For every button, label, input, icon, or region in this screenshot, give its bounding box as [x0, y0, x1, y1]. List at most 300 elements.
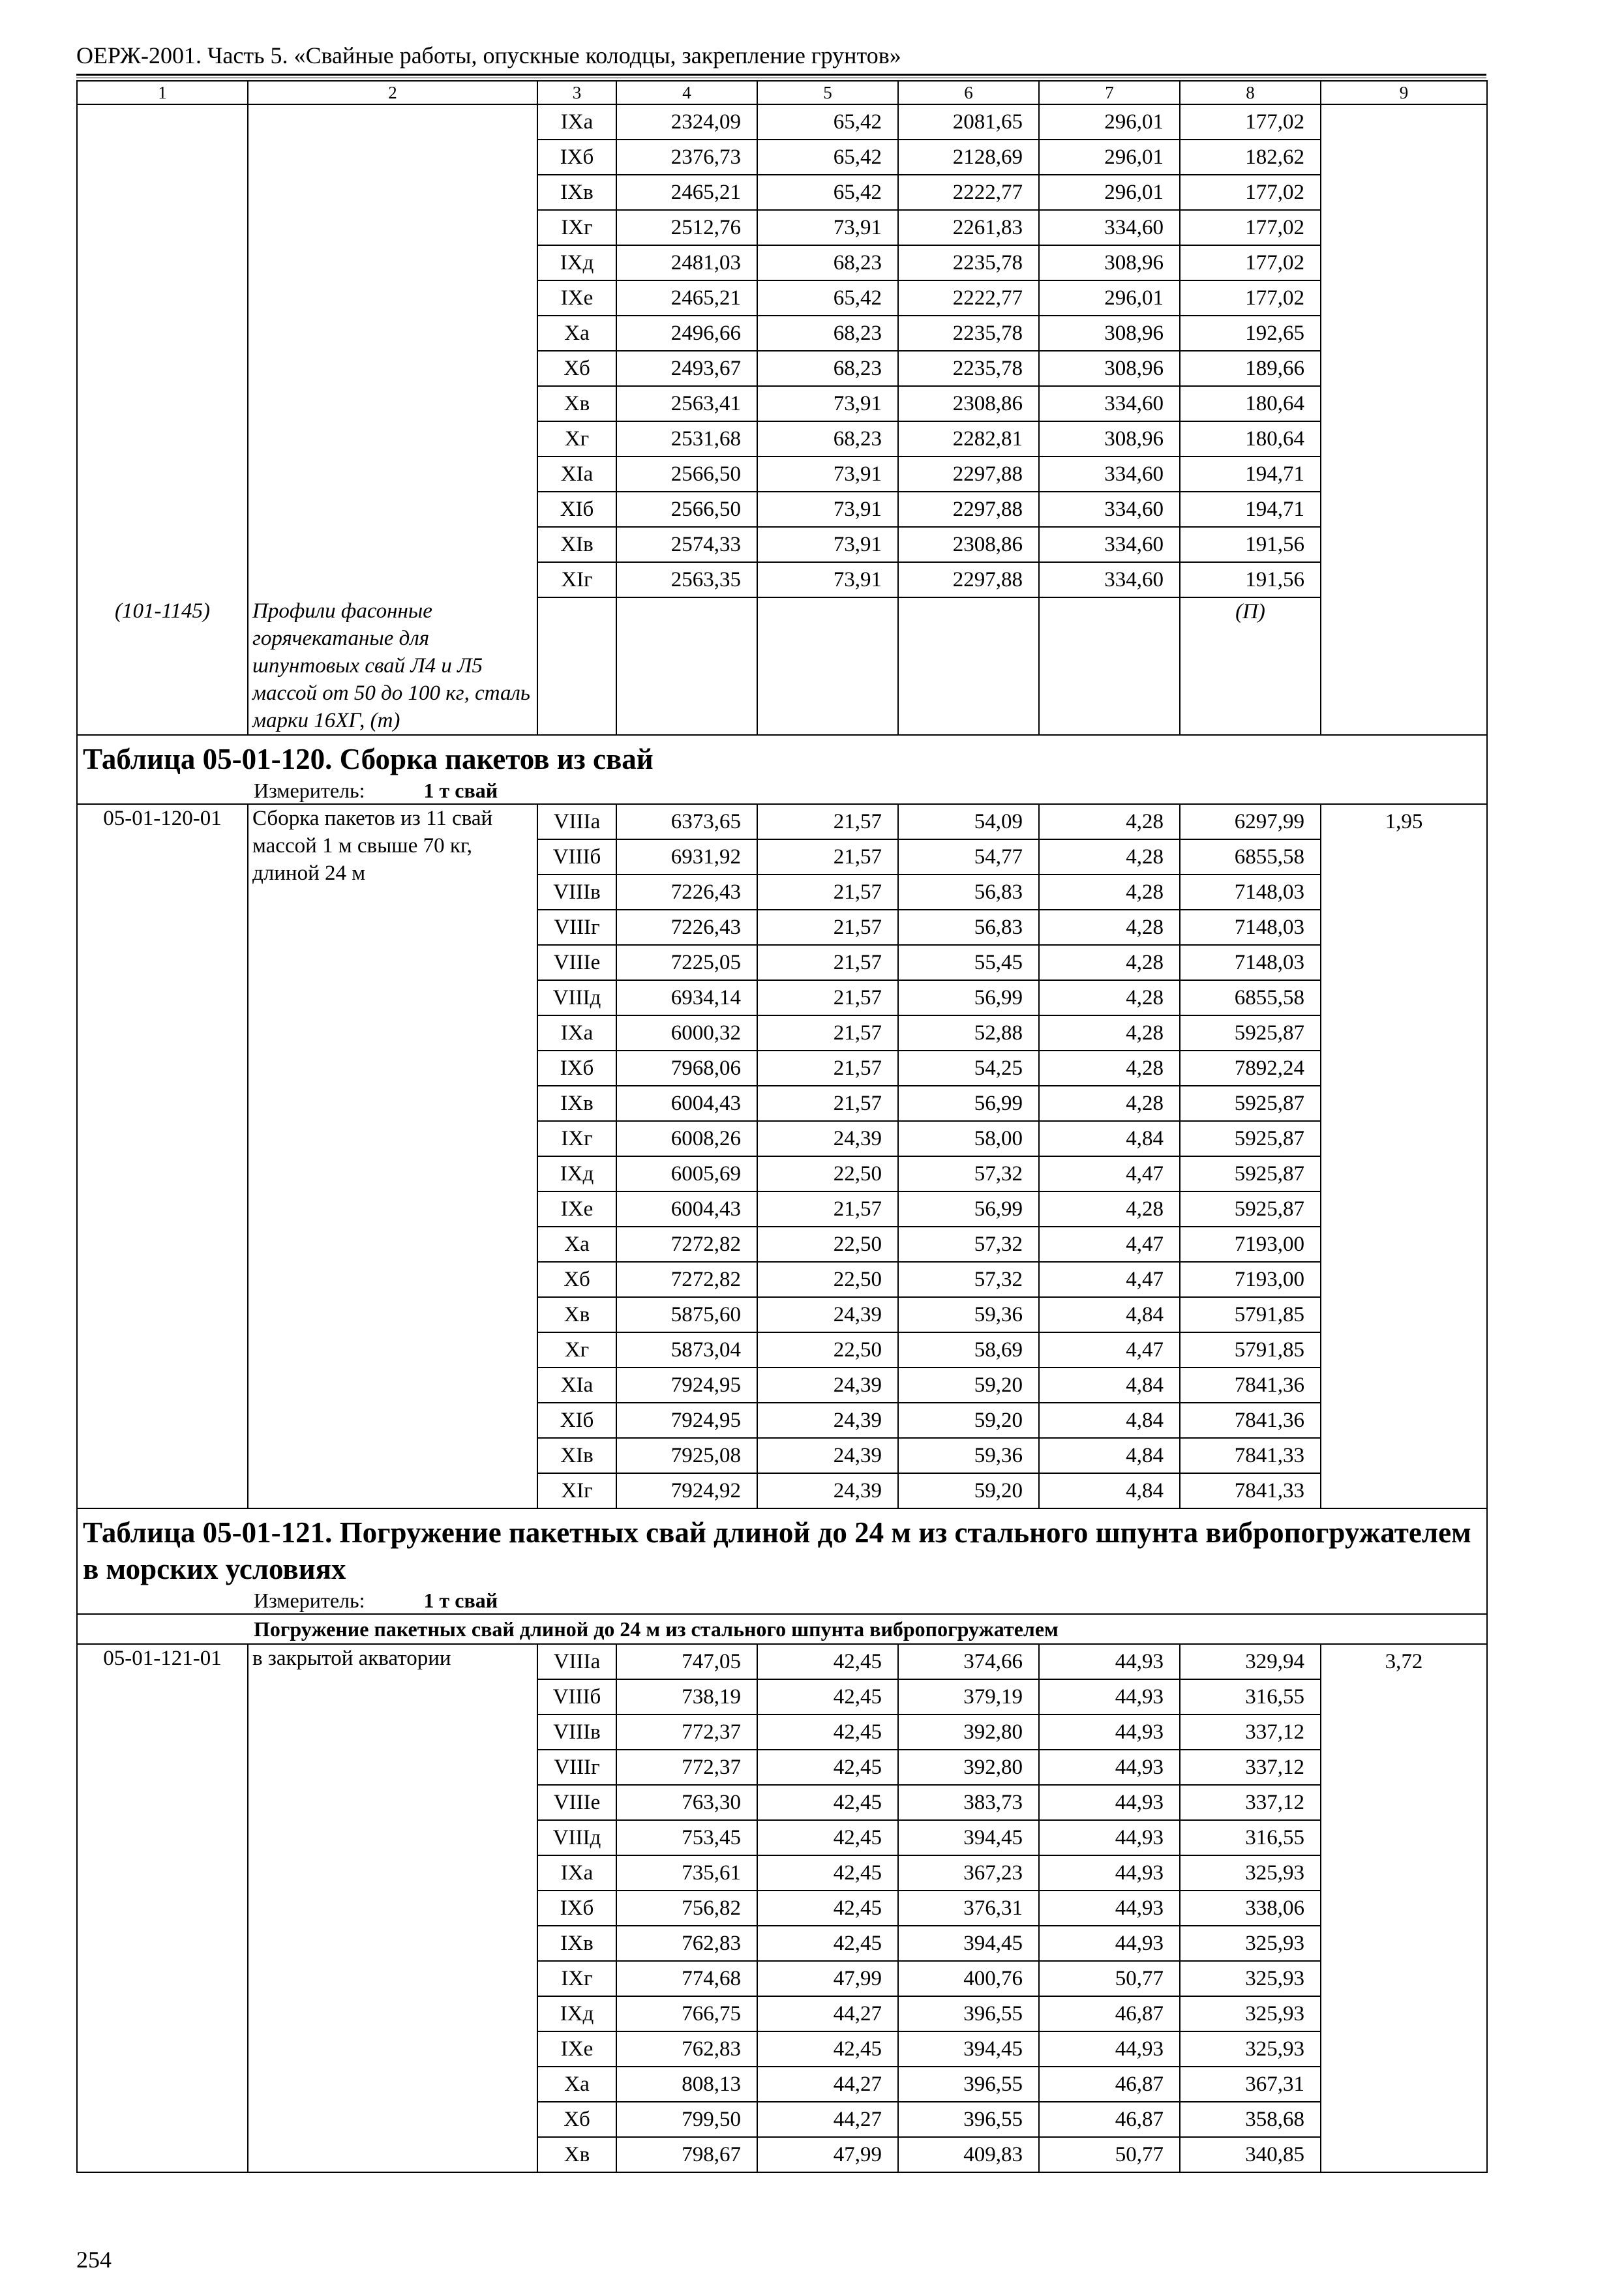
- resource-class-cell: Xб: [537, 2102, 616, 2137]
- material-cost-cell: 7841,33: [1180, 1473, 1321, 1508]
- page-number: 254: [76, 2247, 112, 2273]
- table-caption-row: [77, 735, 1487, 777]
- wages-cell: 21,57: [757, 1015, 898, 1051]
- column-number-row: [77, 81, 1487, 104]
- total-cost-cell: 2496,66: [616, 316, 757, 351]
- total-cost-cell: 772,37: [616, 1714, 757, 1750]
- wages-cell: 21,57: [757, 1051, 898, 1086]
- wages-cell: 42,45: [757, 1644, 898, 1679]
- resource-class-cell: Xв: [537, 2137, 616, 2172]
- material-cost-cell: 7193,00: [1180, 1227, 1321, 1262]
- resource-class-cell: IXа: [537, 104, 616, 140]
- machinist-wages-cell: 334,60: [1039, 210, 1180, 245]
- resource-class-cell: VIIIв: [537, 1714, 616, 1750]
- labor-cell: [1321, 245, 1487, 280]
- total-cost-cell: 7924,95: [616, 1403, 757, 1438]
- resource-class-cell: IXг: [537, 1121, 616, 1156]
- resource-class-cell: Xб: [537, 1262, 616, 1297]
- machine-cost-cell: 392,80: [898, 1714, 1039, 1750]
- labor-cell: [1321, 104, 1487, 140]
- resource-class-cell: IXд: [537, 1996, 616, 2031]
- material-cost-cell: 325,93: [1180, 1926, 1321, 1961]
- machine-cost-cell: 2235,78: [898, 316, 1039, 351]
- machine-cost-cell: 58,69: [898, 1332, 1039, 1368]
- measure-cell: [77, 777, 1487, 804]
- labor-cell: [1321, 597, 1487, 735]
- labor-cell: [1321, 386, 1487, 421]
- wages-cell: 68,23: [757, 351, 898, 386]
- wages-cell: 21,57: [757, 839, 898, 875]
- machine-cost-cell: 394,45: [898, 1820, 1039, 1855]
- rates-table: [76, 80, 1488, 2173]
- column-number: 8: [1180, 81, 1321, 104]
- wages-cell: 21,57: [757, 980, 898, 1015]
- material-code: (101-1145): [77, 597, 248, 735]
- table-row: [77, 1644, 1487, 1679]
- material-unit-cell: (П): [1180, 597, 1321, 735]
- total-cost-cell: 2566,50: [616, 492, 757, 527]
- table-caption: Таблица 05-01-121. Погружение пакетных свай длиной до 24 м из стального шпунта вибропогружателем в морских условиях: [77, 1508, 1487, 1587]
- material-cost-cell: 7148,03: [1180, 945, 1321, 980]
- material-cost-cell: 6297,99: [1180, 804, 1321, 839]
- subheading-row: [77, 1614, 1487, 1644]
- material-cost-cell: 194,71: [1180, 492, 1321, 527]
- machine-cost-cell: 57,32: [898, 1156, 1039, 1191]
- machinist-wages-cell: 4,28: [1039, 1191, 1180, 1227]
- wages-cell: 42,45: [757, 1891, 898, 1926]
- column-number: 1: [77, 81, 248, 104]
- wages-cell: 47,99: [757, 1961, 898, 1996]
- labor-cell: [1321, 316, 1487, 351]
- total-cost-cell: 7225,05: [616, 945, 757, 980]
- total-cost-cell: 6000,32: [616, 1015, 757, 1051]
- description-cell: [248, 104, 537, 597]
- total-cost-cell: 2324,09: [616, 104, 757, 140]
- labor-cell: [1321, 421, 1487, 456]
- measure-unit: 1 т свай: [423, 1589, 498, 1612]
- wages-cell: 44,27: [757, 2102, 898, 2137]
- machine-cost-cell: 57,32: [898, 1227, 1039, 1262]
- total-cost-cell: 735,61: [616, 1855, 757, 1891]
- wages-cell: 68,23: [757, 421, 898, 456]
- resource-class-cell: XIб: [537, 492, 616, 527]
- resource-class-cell: VIIIб: [537, 1679, 616, 1714]
- total-cost-cell: 2563,35: [616, 562, 757, 597]
- machinist-wages-cell: 44,93: [1039, 1750, 1180, 1785]
- material-cost-cell: 358,68: [1180, 2102, 1321, 2137]
- wages-cell: 42,45: [757, 1714, 898, 1750]
- machine-cost-cell: 2222,77: [898, 175, 1039, 210]
- total-cost-cell: 2376,73: [616, 140, 757, 175]
- wages-cell: 42,45: [757, 1785, 898, 1820]
- material-cost-cell: 337,12: [1180, 1785, 1321, 1820]
- labor-cell: [1321, 492, 1487, 527]
- material-name: Профили фасонные горячекатаные для шпунтовых свай Л4 и Л5 массой от 50 до 100 кг, сталь марки 16ХГ, (т): [248, 597, 537, 735]
- resource-class-cell: VIIIа: [537, 804, 616, 839]
- resource-class-cell: IXг: [537, 1961, 616, 1996]
- wages-cell: 24,39: [757, 1368, 898, 1403]
- resource-class-cell: XIв: [537, 527, 616, 562]
- wages-cell: 44,27: [757, 2067, 898, 2102]
- resource-class-cell: XIа: [537, 456, 616, 492]
- material-cost-cell: 5925,87: [1180, 1086, 1321, 1121]
- machine-cost-cell: 2235,78: [898, 245, 1039, 280]
- table-caption-row: [77, 1508, 1487, 1587]
- wages-cell: 47,99: [757, 2137, 898, 2172]
- total-cost-cell: 7272,82: [616, 1262, 757, 1297]
- total-cost-cell: 7925,08: [616, 1438, 757, 1473]
- machinist-wages-cell: 50,77: [1039, 2137, 1180, 2172]
- material-cost-cell: 5791,85: [1180, 1332, 1321, 1368]
- wages-cell: 24,39: [757, 1438, 898, 1473]
- machinist-wages-cell: 296,01: [1039, 140, 1180, 175]
- wages-cell: 21,57: [757, 1191, 898, 1227]
- column-number: 6: [898, 81, 1039, 104]
- total-cost-cell: 2493,67: [616, 351, 757, 386]
- total-cost-cell: 5875,60: [616, 1297, 757, 1332]
- machine-cost-cell: 367,23: [898, 1855, 1039, 1891]
- resource-class-cell: VIIIд: [537, 1820, 616, 1855]
- machine-cost-cell: 392,80: [898, 1750, 1039, 1785]
- machinist-wages-cell: 4,28: [1039, 910, 1180, 945]
- machinist-wages-cell: 334,60: [1039, 386, 1180, 421]
- material-cost-cell: 367,31: [1180, 2067, 1321, 2102]
- wages-cell: 22,50: [757, 1262, 898, 1297]
- material-cost-cell: 177,02: [1180, 104, 1321, 140]
- material-cost-cell: 192,65: [1180, 316, 1321, 351]
- resource-class-cell: IXд: [537, 245, 616, 280]
- total-cost-cell: 7968,06: [616, 1051, 757, 1086]
- machine-cost-cell: 54,09: [898, 804, 1039, 839]
- resource-class-cell: IXб: [537, 1051, 616, 1086]
- resource-class-cell: IXв: [537, 1926, 616, 1961]
- machine-cost-cell: 2235,78: [898, 351, 1039, 386]
- material-cost-cell: 7841,33: [1180, 1438, 1321, 1473]
- machinist-wages-cell: 4,84: [1039, 1473, 1180, 1508]
- resource-class-cell: VIIIа: [537, 1644, 616, 1679]
- machinist-wages-cell: 44,93: [1039, 1679, 1180, 1714]
- machinist-wages-cell: 46,87: [1039, 2102, 1180, 2137]
- machine-cost-cell: 52,88: [898, 1015, 1039, 1051]
- material-cost-cell: 6855,58: [1180, 980, 1321, 1015]
- resource-class-cell: IXв: [537, 175, 616, 210]
- machinist-wages-cell: 334,60: [1039, 527, 1180, 562]
- material-cost-cell: 325,93: [1180, 2031, 1321, 2067]
- resource-class-cell: IXа: [537, 1015, 616, 1051]
- resource-class-cell: Xв: [537, 1297, 616, 1332]
- machine-cost-cell: 383,73: [898, 1785, 1039, 1820]
- material-cost-cell: 180,64: [1180, 421, 1321, 456]
- wages-cell: 22,50: [757, 1156, 898, 1191]
- total-cost-cell: 7924,92: [616, 1473, 757, 1508]
- machinist-wages-cell: 296,01: [1039, 175, 1180, 210]
- wages-cell: 65,42: [757, 104, 898, 140]
- total-cost-cell: 774,68: [616, 1961, 757, 1996]
- machine-cost-cell: 374,66: [898, 1644, 1039, 1679]
- machinist-wages-cell: 4,28: [1039, 1051, 1180, 1086]
- resource-class-cell: VIIIе: [537, 945, 616, 980]
- machinist-wages-cell: 4,28: [1039, 1015, 1180, 1051]
- machine-cost-cell: 2222,77: [898, 280, 1039, 316]
- wages-cell: 21,57: [757, 945, 898, 980]
- resource-class-cell: IXа: [537, 1855, 616, 1891]
- total-cost-cell: 2465,21: [616, 280, 757, 316]
- wages-cell: 73,91: [757, 386, 898, 421]
- wages-cell: 42,45: [757, 1855, 898, 1891]
- wages-cell: 21,57: [757, 1086, 898, 1121]
- resource-class-cell: Xв: [537, 386, 616, 421]
- description-cell: в закрытой акватории: [248, 1644, 537, 2172]
- wages-cell: 24,39: [757, 1473, 898, 1508]
- resource-class-cell: IXд: [537, 1156, 616, 1191]
- resource-class-cell: IXв: [537, 1086, 616, 1121]
- resource-class-cell: VIIIд: [537, 980, 616, 1015]
- total-cost-cell: 753,45: [616, 1820, 757, 1855]
- total-cost-cell: 738,19: [616, 1679, 757, 1714]
- wages-cell: 24,39: [757, 1121, 898, 1156]
- measure-unit: 1 т свай: [423, 779, 498, 802]
- labor-cell: [1321, 527, 1487, 562]
- machinist-wages-cell: 4,84: [1039, 1438, 1180, 1473]
- subheading: Погружение пакетных свай длиной до 24 м из стального шпунта вибропогружателем: [77, 1614, 1487, 1644]
- wages-cell: 22,50: [757, 1332, 898, 1368]
- machine-cost-cell: 394,45: [898, 2031, 1039, 2067]
- material-cost-cell: 325,93: [1180, 1996, 1321, 2031]
- resource-class-cell: IXг: [537, 210, 616, 245]
- wages-cell: 42,45: [757, 1926, 898, 1961]
- labor-cell: [1321, 175, 1487, 210]
- machinist-wages-cell: 4,28: [1039, 945, 1180, 980]
- resource-class-cell: Xа: [537, 316, 616, 351]
- wages-cell: 21,57: [757, 875, 898, 910]
- material-cost-cell: 316,55: [1180, 1679, 1321, 1714]
- empty-cell: [537, 597, 616, 735]
- machinist-wages-cell: 334,60: [1039, 492, 1180, 527]
- machine-cost-cell: 59,36: [898, 1297, 1039, 1332]
- material-cost-cell: 180,64: [1180, 386, 1321, 421]
- total-cost-cell: 6004,43: [616, 1086, 757, 1121]
- column-number: 2: [248, 81, 537, 104]
- material-cost-cell: 7892,24: [1180, 1051, 1321, 1086]
- total-cost-cell: 7924,95: [616, 1368, 757, 1403]
- machine-cost-cell: 2261,83: [898, 210, 1039, 245]
- code-cell: 05-01-120-01: [77, 804, 248, 1508]
- machinist-wages-cell: 334,60: [1039, 562, 1180, 597]
- material-cost-cell: 338,06: [1180, 1891, 1321, 1926]
- machinist-wages-cell: 4,28: [1039, 980, 1180, 1015]
- measure-label: Измеритель:: [254, 1589, 365, 1612]
- material-cost-cell: 7148,03: [1180, 910, 1321, 945]
- resource-class-cell: IXб: [537, 1891, 616, 1926]
- empty-cell: [616, 597, 757, 735]
- machinist-wages-cell: 4,28: [1039, 804, 1180, 839]
- resource-class-cell: Xг: [537, 1332, 616, 1368]
- resource-class-cell: Xа: [537, 2067, 616, 2102]
- wages-cell: 68,23: [757, 316, 898, 351]
- material-cost-cell: 340,85: [1180, 2137, 1321, 2172]
- material-cost-cell: 194,71: [1180, 456, 1321, 492]
- column-number: 7: [1039, 81, 1180, 104]
- material-cost-cell: 182,62: [1180, 140, 1321, 175]
- resource-class-cell: VIIIе: [537, 1785, 616, 1820]
- resource-class-cell: VIIIг: [537, 910, 616, 945]
- machine-cost-cell: 54,25: [898, 1051, 1039, 1086]
- wages-cell: 42,45: [757, 2031, 898, 2067]
- wages-cell: 73,91: [757, 210, 898, 245]
- machinist-wages-cell: 334,60: [1039, 456, 1180, 492]
- material-cost-cell: 5925,87: [1180, 1191, 1321, 1227]
- machinist-wages-cell: 44,93: [1039, 1785, 1180, 1820]
- material-cost-cell: 5791,85: [1180, 1297, 1321, 1332]
- material-cost-cell: 337,12: [1180, 1750, 1321, 1785]
- material-cost-cell: 6855,58: [1180, 839, 1321, 875]
- machine-cost-cell: 2297,88: [898, 456, 1039, 492]
- machinist-wages-cell: 4,28: [1039, 875, 1180, 910]
- material-cost-cell: 7841,36: [1180, 1403, 1321, 1438]
- total-cost-cell: 747,05: [616, 1644, 757, 1679]
- machine-cost-cell: 396,55: [898, 2102, 1039, 2137]
- total-cost-cell: 2481,03: [616, 245, 757, 280]
- machinist-wages-cell: 44,93: [1039, 1714, 1180, 1750]
- material-cost-cell: 177,02: [1180, 210, 1321, 245]
- resource-class-cell: IXе: [537, 2031, 616, 2067]
- material-cost-cell: 191,56: [1180, 562, 1321, 597]
- total-cost-cell: 7272,82: [616, 1227, 757, 1262]
- machine-cost-cell: 57,32: [898, 1262, 1039, 1297]
- table-caption: Таблица 05-01-120. Сборка пакетов из свай: [77, 735, 1487, 777]
- labor-cell: [1321, 351, 1487, 386]
- total-cost-cell: 6008,26: [616, 1121, 757, 1156]
- resource-class-cell: IXе: [537, 280, 616, 316]
- machine-cost-cell: 2308,86: [898, 386, 1039, 421]
- machine-cost-cell: 2308,86: [898, 527, 1039, 562]
- machine-cost-cell: 58,00: [898, 1121, 1039, 1156]
- column-number: 5: [757, 81, 898, 104]
- wages-cell: 73,91: [757, 492, 898, 527]
- wages-cell: 73,91: [757, 562, 898, 597]
- machinist-wages-cell: 4,47: [1039, 1262, 1180, 1297]
- wages-cell: 42,45: [757, 1750, 898, 1785]
- machinist-wages-cell: 308,96: [1039, 351, 1180, 386]
- empty-cell: [1039, 597, 1180, 735]
- total-cost-cell: 2563,41: [616, 386, 757, 421]
- machine-cost-cell: 2297,88: [898, 492, 1039, 527]
- wages-cell: 24,39: [757, 1403, 898, 1438]
- machinist-wages-cell: 44,93: [1039, 1891, 1180, 1926]
- machinist-wages-cell: 4,84: [1039, 1121, 1180, 1156]
- machine-cost-cell: 409,83: [898, 2137, 1039, 2172]
- material-cost-cell: 5925,87: [1180, 1156, 1321, 1191]
- machinist-wages-cell: 308,96: [1039, 316, 1180, 351]
- labor-cell: [1321, 562, 1487, 597]
- total-cost-cell: 6004,43: [616, 1191, 757, 1227]
- machine-cost-cell: 59,20: [898, 1368, 1039, 1403]
- wages-cell: 73,91: [757, 456, 898, 492]
- labor-cell: [1321, 456, 1487, 492]
- wages-cell: 22,50: [757, 1227, 898, 1262]
- machine-cost-cell: 394,45: [898, 1926, 1039, 1961]
- material-cost-cell: 325,93: [1180, 1961, 1321, 1996]
- material-cost-cell: 189,66: [1180, 351, 1321, 386]
- machine-cost-cell: 56,99: [898, 1191, 1039, 1227]
- machine-cost-cell: 55,45: [898, 945, 1039, 980]
- material-cost-cell: 177,02: [1180, 245, 1321, 280]
- total-cost-cell: 766,75: [616, 1996, 757, 2031]
- machinist-wages-cell: 4,84: [1039, 1403, 1180, 1438]
- total-cost-cell: 2531,68: [616, 421, 757, 456]
- resource-class-cell: Xб: [537, 351, 616, 386]
- total-cost-cell: 2512,76: [616, 210, 757, 245]
- labor-cell: [1321, 280, 1487, 316]
- code-cell: 05-01-121-01: [77, 1644, 248, 2172]
- resource-class-cell: IXе: [537, 1191, 616, 1227]
- machinist-wages-cell: 44,93: [1039, 1644, 1180, 1679]
- resource-class-cell: Xг: [537, 421, 616, 456]
- total-cost-cell: 2566,50: [616, 456, 757, 492]
- total-cost-cell: 7226,43: [616, 910, 757, 945]
- column-number: 4: [616, 81, 757, 104]
- machinist-wages-cell: 308,96: [1039, 421, 1180, 456]
- machine-cost-cell: 2282,81: [898, 421, 1039, 456]
- machinist-wages-cell: 308,96: [1039, 245, 1180, 280]
- machine-cost-cell: 396,55: [898, 2067, 1039, 2102]
- machine-cost-cell: 376,31: [898, 1891, 1039, 1926]
- total-cost-cell: 763,30: [616, 1785, 757, 1820]
- total-cost-cell: 6931,92: [616, 839, 757, 875]
- material-cost-cell: 7193,00: [1180, 1262, 1321, 1297]
- material-cost-cell: 191,56: [1180, 527, 1321, 562]
- material-cost-cell: 325,93: [1180, 1855, 1321, 1891]
- measure-row: [77, 777, 1487, 804]
- wages-cell: 24,39: [757, 1297, 898, 1332]
- resource-class-cell: XIб: [537, 1403, 616, 1438]
- resource-class-cell: Xа: [537, 1227, 616, 1262]
- column-number: 3: [537, 81, 616, 104]
- description-cell: Сборка пакетов из 11 свай массой 1 м свыше 70 кг, длиной 24 м: [248, 804, 537, 1508]
- resource-class-cell: XIв: [537, 1438, 616, 1473]
- total-cost-cell: 6934,14: [616, 980, 757, 1015]
- resource-class-cell: VIIIб: [537, 839, 616, 875]
- machine-cost-cell: 59,20: [898, 1403, 1039, 1438]
- total-cost-cell: 762,83: [616, 2031, 757, 2067]
- total-cost-cell: 5873,04: [616, 1332, 757, 1368]
- wages-cell: 21,57: [757, 804, 898, 839]
- material-cost-cell: 177,02: [1180, 280, 1321, 316]
- machinist-wages-cell: 4,47: [1039, 1156, 1180, 1191]
- machinist-wages-cell: 4,84: [1039, 1368, 1180, 1403]
- total-cost-cell: 799,50: [616, 2102, 757, 2137]
- wages-cell: 68,23: [757, 245, 898, 280]
- empty-cell: [898, 597, 1039, 735]
- machinist-wages-cell: 4,28: [1039, 1086, 1180, 1121]
- material-cost-cell: 329,94: [1180, 1644, 1321, 1679]
- machine-cost-cell: 59,36: [898, 1438, 1039, 1473]
- total-cost-cell: 2465,21: [616, 175, 757, 210]
- wages-cell: 73,91: [757, 527, 898, 562]
- material-cost-cell: 337,12: [1180, 1714, 1321, 1750]
- material-cost-cell: 316,55: [1180, 1820, 1321, 1855]
- machinist-wages-cell: 46,87: [1039, 2067, 1180, 2102]
- wages-cell: 21,57: [757, 910, 898, 945]
- material-cost-cell: 5925,87: [1180, 1015, 1321, 1051]
- wages-cell: 44,27: [757, 1996, 898, 2031]
- material-cost-cell: 177,02: [1180, 175, 1321, 210]
- total-cost-cell: 7226,43: [616, 875, 757, 910]
- column-number: 9: [1321, 81, 1487, 104]
- machine-cost-cell: 379,19: [898, 1679, 1039, 1714]
- machinist-wages-cell: 296,01: [1039, 104, 1180, 140]
- machine-cost-cell: 56,99: [898, 1086, 1039, 1121]
